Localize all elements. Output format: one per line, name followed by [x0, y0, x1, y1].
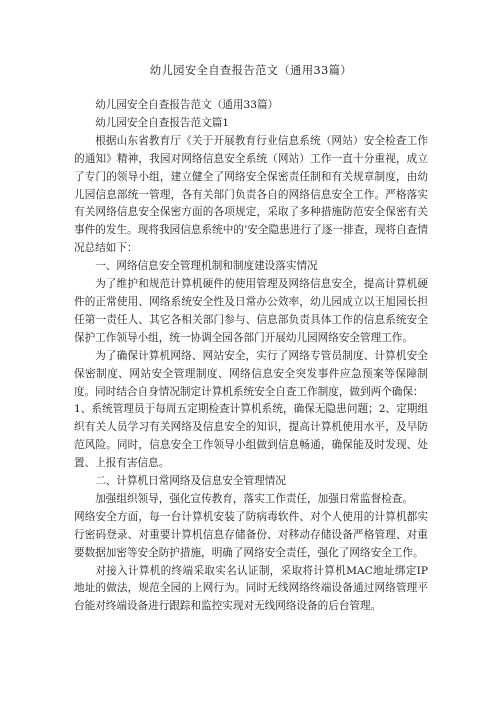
document-body	[74, 97, 428, 616]
paragraph-intro: 根据山东省教育厅《关于开展教育行业信息系统（网站）安全检查工作的通知》精神，我园对网络信息安全系统（网站）工作一直十分重视，成立了专门的领导小组，建立健全了网络安全保密责任制和有关规章制度，由幼儿园信息部统一管理，各有关部门负责各自的网络信息安全工作。严格落实有关网络信息安全保密方面的各项规定，采取了多种措施防范安全保密有关事件的发生。现将我园信息系统中的’安全隐患进行了逐一排查，现将自查情况总结如下：	[74, 134, 428, 255]
section-heading: 幼儿园安全自查报告范文篇1	[95, 116, 230, 129]
paragraph-leadership-group: 为了维护和规范计算机硬件的使用管理及网络信息安全，提高计算机硬件的正常使用、网络系统安全性及日常办公效率，幼儿园成立以王旭园长担任第一责任人、其它各相关部门参与、信息部负责具体工作的信息系统安全保护工作领导小组，统一协调全园各部门开展幼儿园网络安全管理工作。	[74, 278, 428, 344]
paragraph-terminal-access: 对接入计算机的终端采取实名认证制，采取将计算机MAC地址绑定IP地址的做法，规范全园的上网行为。同时无线网络终端设备通过网络管理平台能对终端设备进行跟踪和监控实现对无线网络设备的后台管理。	[74, 564, 428, 613]
heading-daily-management: 二、计算机日常网络及信息安全管理情况	[95, 475, 286, 488]
document-page	[74, 0, 428, 707]
heading-management-mechanism: 一、网络信息安全管理机制和制度建设落实情况	[95, 260, 318, 273]
paragraph-organization: 加强组织领导，强化宣传教育，落实工作责任，加强日常监督检查。	[95, 492, 413, 505]
paragraph-network-security: 网络安全方面，每一台计算机安装了防病毒软件、对个人使用的计算机都实行密码登录、对重要计算机信息存储备份、对移动存储设备严格管理、对重要数据加密等安全防护措施，明确了网络安全责任，强化了网络安全工作。	[74, 510, 428, 559]
paragraph-two-ensures: 1、系统管理员于每周五定期检查计算机系统，确保无隐患问题；2、定期组织有关人员学习有关网络及信息安全的知识，提高计算机使用水平，及早防范风险。同时，信息安全工作领导小组做到信息畅通，确保能及时发现、处置、上报有害信息。	[74, 403, 428, 470]
document-title: 幼儿园安全自查报告范文（通用33篇）	[149, 64, 353, 77]
document-subtitle: 幼儿园安全自查报告范文（通用33篇）	[95, 99, 279, 111]
paragraph-security-systems: 为了确保计算机网络、网站安全，实行了网络专管员制度、计算机安全保密制度、网站安全管理制度、网络信息安全突发事件应急预案等保障制度。同时结合自身情况制定计算机系统安全自查工作制度，做到两个确保：	[74, 349, 428, 398]
